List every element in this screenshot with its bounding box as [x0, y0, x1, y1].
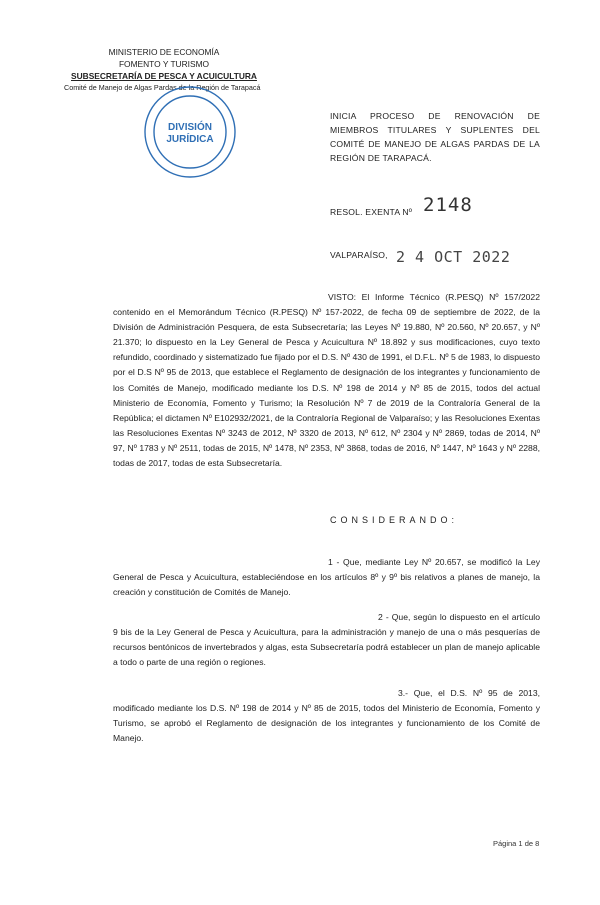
visto-paragraph: VISTO: El Informe Técnico (R.PESQ) Nº 157/2022 contenido en el Memorándum Técnico (R.PESQ) Nº 157-2022, de fecha 09 de septiembre de 2022, de la División de Administración Pesquera, de esta Subsecretaría; las Leyes Nº 19.880, Nº 20.560, Nº 20.657, y Nº 21.370; lo dispuesto en la Ley General de Pesca y Acuicultura Nº 18.892 y sus modificaciones, cuyo texto refundido, coordinado y sistematizado fue fijado por el D.S. Nº 430 de 1991, el D.F.L. Nº 5 de 1983, lo dispuesto por el D.S Nº 95 de 2013, que establece el Reglamento de designación de los integrantes y funcionamiento de los Comités de Manejo, modificado mediante los D.S. Nº 198 de 2014 y Nº 85 de 2015, todos del actual Ministerio de Economía, Fomento y Turismo; la Resolución Nº 7 de 2019 de la Contraloría General de la República; el dictamen Nº E102932/2021, de la Contraloría Regional de Valparaíso; y las Resoluciones Exentas las Resoluciones Exentas Nº 3243 de 2012, Nº 3320 de 2013, Nº 612, Nº 2304 y Nº 2869, todas de 2014, Nº 97, Nº 1783 y Nº 2511, todas de 2015, Nº 1478, Nº 2353, Nº 3868, todas de 2016, Nº 1447, Nº 1643 y Nº 2288, todas de 2017, todas de esta Subsecretaría.: [113, 292, 540, 469]
stamp-label-2: JURÍDICA: [166, 134, 214, 145]
considerando-2: 2 - Que, según lo dispuesto en el artículo 9 bis de la Ley General de Pesca y Acuicultura, para la administración y manejo de una o más pesquerías de recursos bentónicos de invertebrados y algas, esta Subsecretaría podrá establecer un plan de manejo aplicable a todo o parte de una región o regiones.: [113, 612, 540, 668]
stamp-label-1: DIVISIÓN: [168, 122, 212, 133]
resolution-number: 2148: [423, 194, 473, 216]
letterhead-ministry: MINISTERIO DE ECONOMÍA: [108, 47, 220, 57]
considerando-3: 3.- Que, el D.S. Nº 95 de 2013, modificado mediante los D.S. Nº 198 de 2014 y Nº 85 de 2015, todos del Ministerio de Economía, Fomento y Turismo, se aprobó el Reglamento de designación de los integrantes y funcionamiento de los Comité de Manejo.: [113, 688, 540, 744]
letterhead-subsecretaria: SUBSECRETARÍA DE PESCA Y ACUICULTURA: [71, 71, 257, 81]
resolution-subject: INICIA PROCESO DE RENOVACIÓN DE MIEMBROS TITULARES Y SUPLENTES DEL COMITÉ DE MANEJO DE ALGAS PARDAS DE LA REGIÓN DE TARAPACÁ.: [330, 111, 540, 163]
considerando-heading: CONSIDERANDO:: [330, 515, 459, 525]
considerando-1: 1 - Que, mediante Ley Nº 20.657, se modificó la Ley General de Pesca y Acuicultura, estableciéndose en los artículos 8º y 9º bis relativos a planes de manejo, la creación y constitución de Comités de Manejo.: [113, 557, 540, 598]
resolution-label: RESOL. EXENTA Nº: [330, 207, 413, 217]
letterhead-ministry-sub: FOMENTO Y TURISMO: [118, 59, 210, 69]
division-juridica-stamp: [140, 82, 240, 182]
resolution-date: 2 4 OCT 2022: [396, 248, 511, 266]
resolution-city: VALPARAÍSO,: [330, 250, 388, 260]
letterhead-committee: Comité de Manejo de Algas Pardas de la Región de Tarapacá: [64, 83, 261, 92]
page-number: Página 1 de 8: [493, 839, 540, 848]
